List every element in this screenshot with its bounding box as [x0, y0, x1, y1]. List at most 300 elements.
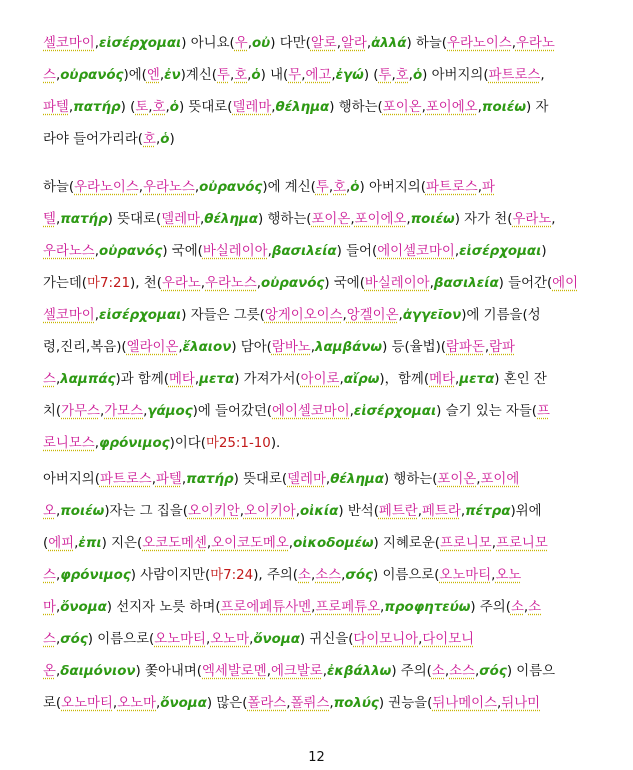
korean-transliteration: 엘라이온 [126, 340, 179, 355]
greek-word: ὄνομα [60, 600, 107, 615]
text-run: ) 주의( [391, 664, 432, 679]
greek-word: οὐ [251, 36, 271, 51]
text-run: , [310, 568, 316, 583]
text-run: , [460, 504, 466, 519]
text-run: , [350, 212, 355, 227]
text-run: ) 자들은 그릇( [181, 308, 265, 323]
greek-word: ποιέω [481, 100, 526, 115]
korean-transliteration: 오이키안 [187, 504, 240, 519]
text-run: , [523, 600, 529, 615]
greek-word: βασιλεία [433, 276, 499, 291]
text-run: , [112, 696, 118, 711]
greek-word: αἴρω [343, 372, 380, 387]
text-run: , [406, 212, 411, 227]
korean-transliteration: 오노마티 [61, 696, 113, 711]
text-run: , [94, 308, 100, 323]
text-run: ) 혼인 잔 [494, 372, 547, 387]
korean-transliteration: 호 [395, 68, 409, 83]
text-run: , [206, 536, 212, 551]
korean-transliteration: 스 [43, 632, 56, 647]
greek-word: λαμβάνω [314, 340, 383, 355]
text-line [43, 306, 591, 326]
text-run: , [301, 68, 306, 83]
text-run: ) 담아( [231, 340, 272, 355]
text-run: , [391, 68, 396, 83]
text-run: , [55, 568, 61, 583]
text-run: )，함께( [379, 372, 430, 387]
greek-word: μετα [459, 372, 495, 387]
text-line [43, 434, 591, 454]
text-run: ) 하늘( [406, 36, 448, 51]
text-run: , [474, 664, 480, 679]
korean-transliteration: 오노마티 [439, 568, 492, 583]
text-run: , [55, 600, 61, 615]
korean-transliteration: 포이에 [480, 472, 520, 487]
text-run: , [266, 664, 271, 679]
text-run: , [151, 472, 156, 487]
text-run: ) 아버지의( [422, 68, 489, 83]
text-run: , [94, 36, 100, 51]
greek-word: πολύς [333, 696, 379, 711]
text-run: , [551, 212, 556, 227]
korean-transliteration: 스 [43, 68, 56, 83]
korean-transliteration: 람파돈 [446, 340, 485, 355]
text-run: ) 국에( [324, 276, 365, 291]
text-run: , [322, 664, 327, 679]
korean-transliteration: 소 [528, 600, 542, 615]
greek-word: προφητεύω [384, 600, 471, 615]
korean-transliteration: 오노마티 [154, 632, 206, 647]
greek-word: ὁ [350, 180, 360, 195]
greek-word: ποιέω [410, 212, 455, 227]
text-run: , [143, 404, 148, 419]
scripture-reference: 마7:21 [87, 276, 131, 291]
korean-transliteration: 오 [43, 504, 56, 519]
korean-transliteration: 스 [43, 568, 56, 583]
greek-word: φρόνιμος [60, 568, 131, 583]
korean-transliteration: 포이에오 [354, 212, 407, 227]
text-run: , [94, 244, 100, 259]
text-run: ) 주의( [470, 600, 511, 615]
text-run: ) ( [120, 100, 136, 115]
text-run: , [155, 132, 161, 147]
korean-transliteration: 토 [135, 100, 149, 115]
greek-word: οὐρανός [261, 276, 325, 291]
korean-transliteration: 소스 [315, 568, 342, 583]
text-run: ). [270, 436, 281, 451]
text-run: , [331, 68, 336, 83]
korean-transliteration: 알로 [310, 36, 337, 51]
korean-transliteration: 오노마 [210, 632, 250, 647]
korean-transliteration: 무 [288, 68, 302, 83]
text-run: ) 국에( [162, 244, 203, 259]
greek-word: οἰκοδομέω [293, 536, 374, 551]
text-run: , [138, 180, 144, 195]
korean-transliteration: 포이온 [437, 472, 477, 487]
text-run: ) 선지자 노릇 하며( [106, 600, 221, 615]
korean-transliteration: 우라노스 [143, 180, 195, 195]
korean-transliteration: 에이셀코마이 [377, 244, 455, 259]
korean-transliteration: 오노 [495, 568, 522, 583]
greek-word: ποιέω [60, 504, 105, 519]
text-run: , [454, 244, 460, 259]
text-run: ) 이름으로( [87, 632, 155, 647]
text-run: )계신( [180, 68, 217, 83]
text-run: , [329, 696, 334, 711]
korean-transliteration: 우라노이스 [74, 180, 139, 195]
korean-transliteration: 포이온 [311, 212, 351, 227]
text-run: 라야 들어가리라( [43, 132, 144, 147]
text-run: , [247, 36, 252, 51]
text-run: ) 행하는( [329, 100, 383, 115]
korean-transliteration: 뒤나메이스 [432, 696, 498, 711]
text-run: , [497, 696, 502, 711]
text-run: , [286, 696, 291, 711]
korean-transliteration: 파트로스 [488, 68, 541, 83]
text-run: , [148, 100, 153, 115]
korean-transliteration: 스 [43, 372, 56, 387]
text-run: , [178, 340, 183, 355]
text-run: ) 이름으 [506, 664, 556, 679]
greek-word: θέλημα [275, 100, 330, 115]
greek-word: βασιλεία [271, 244, 337, 259]
korean-transliteration: 소 [431, 664, 445, 679]
text-run: , [511, 36, 516, 51]
text-run: ) 행하는( [383, 472, 438, 487]
text-run: , [249, 632, 254, 647]
text-run: , [156, 696, 161, 711]
text-run: , [380, 600, 385, 615]
text-run: ) 권능을( [378, 696, 433, 711]
text-line [43, 630, 591, 650]
korean-transliteration: 셀코마이 [43, 308, 95, 323]
text-run: ) 반석( [338, 504, 379, 519]
text-run: , [55, 664, 61, 679]
text-run: , [477, 100, 482, 115]
text-run: ), 주의( [253, 568, 299, 583]
text-run: ) 지혜로운( [373, 536, 440, 551]
greek-word: σός [60, 632, 88, 647]
text-run: )에 기름을(성 [461, 308, 541, 323]
korean-transliteration: 포이에오 [425, 100, 478, 115]
korean-transliteration: 페트라 [422, 504, 461, 519]
greek-word: ὁ [160, 132, 170, 147]
text-line [43, 34, 591, 54]
korean-transliteration: 람바노 [271, 340, 311, 355]
greek-word: πατήρ [186, 472, 234, 487]
text-run: , [341, 568, 346, 583]
korean-transliteration: 델레마 [287, 472, 326, 487]
text-run: , [68, 100, 74, 115]
korean-transliteration: 우라노이스 [447, 36, 512, 51]
text-run: )에( [123, 68, 147, 83]
korean-transliteration: 우라노 [515, 36, 555, 51]
greek-word: θέλημα [204, 212, 258, 227]
korean-transliteration: 바실레이아 [202, 244, 268, 259]
text-run: ) 사람이지만( [130, 568, 211, 583]
korean-transliteration: 엔 [146, 68, 160, 83]
greek-word: μετα [199, 372, 235, 387]
text-run: , [55, 504, 61, 519]
text-run: ) 다만( [270, 36, 311, 51]
text-run: ) 등(율법)( [382, 340, 447, 355]
text-run: ) 들어( [336, 244, 378, 259]
greek-word: λαμπάς [60, 372, 116, 387]
korean-transliteration: 호 [333, 180, 347, 195]
text-run: 치( [43, 404, 62, 419]
text-run: ) 아니요( [181, 36, 235, 51]
greek-word: οἰκία [299, 504, 339, 519]
korean-transliteration: 오노마 [117, 696, 156, 711]
text-run: ) 뜻대로( [178, 100, 233, 115]
text-run: ) [169, 132, 175, 147]
text-run: ) 가져가서( [234, 372, 301, 387]
text-run: 아버지의( [43, 472, 100, 487]
korean-transliteration: 파텔 [43, 100, 69, 115]
greek-word: ὄνομα [160, 696, 207, 711]
text-run: , [477, 180, 482, 195]
korean-transliteration: 에피 [48, 536, 75, 551]
text-run: ) 내( [260, 68, 289, 83]
text-run: ) 많은( [206, 696, 248, 711]
text-run: , [200, 276, 206, 291]
korean-transliteration: 파트로스 [99, 472, 152, 487]
text-run: )위에 [510, 504, 542, 519]
text-run: 령,진리,복음)( [43, 340, 127, 355]
korean-transliteration: 오이코도메오 [211, 536, 289, 551]
text-run: , [55, 212, 61, 227]
korean-transliteration: 페트란 [378, 504, 418, 519]
greek-word: εἰσέρχομαι [99, 36, 182, 51]
text-run: , [398, 308, 403, 323]
text-run: , [491, 568, 496, 583]
text-run: , [99, 404, 105, 419]
text-run: 로( [43, 696, 62, 711]
korean-transliteration: 바실레이아 [364, 276, 430, 291]
korean-transliteration: 로니모스 [43, 436, 95, 451]
greek-word: ὁ [412, 68, 423, 83]
text-run: , [239, 504, 244, 519]
korean-transliteration: 프 [537, 404, 550, 419]
text-line [43, 130, 591, 150]
text-run: , [267, 244, 272, 259]
text-run: , [94, 436, 100, 451]
text-run: , [310, 340, 315, 355]
korean-transliteration: 프로니모 [496, 536, 548, 551]
text-run: , [454, 372, 460, 387]
text-run: ( [43, 536, 49, 551]
text-run: ), 천( [130, 276, 162, 291]
greek-word: ὄνομα [253, 632, 300, 647]
text-run: , [229, 68, 235, 83]
text-run: , [247, 68, 252, 83]
korean-transliteration: 온 [43, 664, 56, 679]
text-line [43, 534, 591, 554]
text-run: , [74, 536, 79, 551]
korean-transliteration: 폴라스 [247, 696, 287, 711]
text-run: , [366, 36, 372, 51]
korean-transliteration: 소스 [449, 664, 475, 679]
text-run: 가는데( [43, 276, 88, 291]
text-run: )이다( [169, 436, 206, 451]
text-line [43, 402, 591, 422]
greek-word: σός [345, 568, 373, 583]
text-line [43, 210, 591, 230]
scripture-reference: 마25:1-10 [205, 436, 271, 451]
text-run: , [55, 372, 61, 387]
korean-transliteration: 오코도메센 [142, 536, 207, 551]
text-run: , [349, 404, 354, 419]
text-run: ) 슬기 있는 자들( [436, 404, 538, 419]
text-run: , [165, 100, 170, 115]
korean-transliteration: 아이로 [300, 372, 340, 387]
korean-transliteration: 투 [217, 68, 230, 83]
korean-transliteration: 호 [152, 100, 166, 115]
korean-transliteration: 가무스 [61, 404, 100, 419]
text-line [43, 66, 591, 86]
text-run: , [336, 36, 341, 51]
korean-transliteration: 폴뤼스 [290, 696, 330, 711]
text-run: ) 이름으로( [372, 568, 440, 583]
text-run: )과 함께( [115, 372, 169, 387]
text-run: , [540, 68, 545, 83]
korean-transliteration: 알라 [340, 36, 367, 51]
text-line [43, 338, 591, 358]
korean-transliteration: 메타 [429, 372, 455, 387]
korean-transliteration: 엑세발로멘 [202, 664, 267, 679]
korean-transliteration: 델레마 [161, 212, 200, 227]
korean-transliteration: 파 [481, 180, 495, 195]
text-run: , [476, 472, 481, 487]
korean-transliteration: 포이온 [382, 100, 422, 115]
text-run: , [339, 372, 344, 387]
text-run: , [444, 664, 450, 679]
greek-word: εἰσέρχομαι [99, 308, 182, 323]
greek-word: γάμος [147, 404, 193, 419]
text-run: , [205, 632, 211, 647]
greek-word: εἰσέρχομαι [459, 244, 542, 259]
korean-transliteration: 람파 [489, 340, 515, 355]
text-run: 하늘( [43, 180, 75, 195]
greek-word: πατήρ [60, 212, 108, 227]
text-run: ) 행하는( [257, 212, 312, 227]
text-run: ) 뜻대로( [233, 472, 288, 487]
korean-transliteration: 호 [234, 68, 248, 83]
korean-transliteration: 다이모니아 [353, 632, 419, 647]
korean-transliteration: 에고 [305, 68, 332, 83]
text-line [43, 566, 591, 586]
text-run: , [484, 340, 490, 355]
text-run: , [200, 212, 205, 227]
korean-transliteration: 소 [298, 568, 311, 583]
korean-transliteration: 에이 [552, 276, 579, 291]
text-run: , [328, 180, 334, 195]
korean-transliteration: 셀코마이 [43, 36, 95, 51]
korean-transliteration: 델레마 [232, 100, 272, 115]
text-run: , [256, 276, 262, 291]
text-run: ) ( [363, 68, 379, 83]
text-run: ) 지은( [101, 536, 143, 551]
text-run: , [288, 536, 294, 551]
greek-word: πέτρα [465, 504, 511, 519]
text-run: , [346, 180, 351, 195]
text-run: , [194, 372, 200, 387]
text-run: )에 들어갔던( [192, 404, 273, 419]
greek-word: οὐρανός [99, 244, 163, 259]
text-run: , [491, 536, 497, 551]
text-run: , [417, 504, 422, 519]
text-run: , [421, 100, 426, 115]
korean-transliteration: 앙겔이온 [346, 308, 399, 323]
text-run: ) 귀신을( [299, 632, 354, 647]
korean-transliteration: 앙게이오이스 [264, 308, 343, 323]
greek-word: σός [479, 664, 507, 679]
text-run: , [408, 68, 413, 83]
text-line [43, 470, 591, 490]
text-line [43, 694, 591, 714]
text-run: ) 쫓아내며( [135, 664, 202, 679]
korean-transliteration: 투 [378, 68, 392, 83]
greek-word: ἐκβάλλω [326, 664, 392, 679]
korean-transliteration: 뒤나미 [501, 696, 541, 711]
page-number: 12 [308, 750, 325, 765]
greek-word: ἐγώ [335, 68, 364, 83]
greek-word: ἔλαιον [182, 340, 232, 355]
greek-word: ἐν [164, 68, 181, 83]
greek-word: ὁ [251, 68, 261, 83]
text-run: , [311, 600, 316, 615]
korean-transliteration: 우라노 [512, 212, 552, 227]
korean-transliteration: 에이셀코마이 [272, 404, 350, 419]
korean-transliteration: 파트로스 [425, 180, 478, 195]
korean-transliteration: 파텔 [155, 472, 182, 487]
text-run: )자는 그 집을( [104, 504, 188, 519]
greek-word: ὁ [169, 100, 179, 115]
text-run: ) [541, 244, 547, 259]
text-line [43, 370, 591, 390]
korean-transliteration: 프로니모 [440, 536, 492, 551]
korean-transliteration: 다이모니 [422, 632, 475, 647]
korean-transliteration: 호 [143, 132, 156, 147]
text-run: , [181, 472, 187, 487]
text-line [43, 98, 591, 118]
greek-word: φρόνιμος [99, 436, 170, 451]
text-line [43, 502, 591, 522]
text-run: , [55, 632, 61, 647]
greek-word: ἐπι [78, 536, 102, 551]
scripture-reference: 마7:24 [210, 568, 254, 583]
text-line [43, 662, 591, 682]
greek-word: ἀλλά [371, 36, 407, 51]
korean-transliteration: 우라노 [161, 276, 201, 291]
korean-transliteration: 오이키아 [243, 504, 296, 519]
korean-transliteration: 우라노스 [205, 276, 257, 291]
text-line [43, 274, 591, 294]
text-run: , [271, 100, 276, 115]
text-run: ) 아버지의( [359, 180, 426, 195]
greek-word: οὐρανός [60, 68, 124, 83]
korean-transliteration: 메타 [168, 372, 195, 387]
korean-transliteration: 우라노스 [43, 244, 95, 259]
korean-transliteration: 프로페튜오 [315, 600, 381, 615]
greek-word: οὐρανός [199, 180, 263, 195]
korean-transliteration: 텔 [43, 212, 56, 227]
korean-transliteration: 소 [510, 600, 524, 615]
text-run: ) 자 [525, 100, 549, 115]
greek-word: δαιμόνιον [60, 664, 136, 679]
text-run: , [418, 632, 423, 647]
korean-transliteration: 에크발로 [270, 664, 323, 679]
